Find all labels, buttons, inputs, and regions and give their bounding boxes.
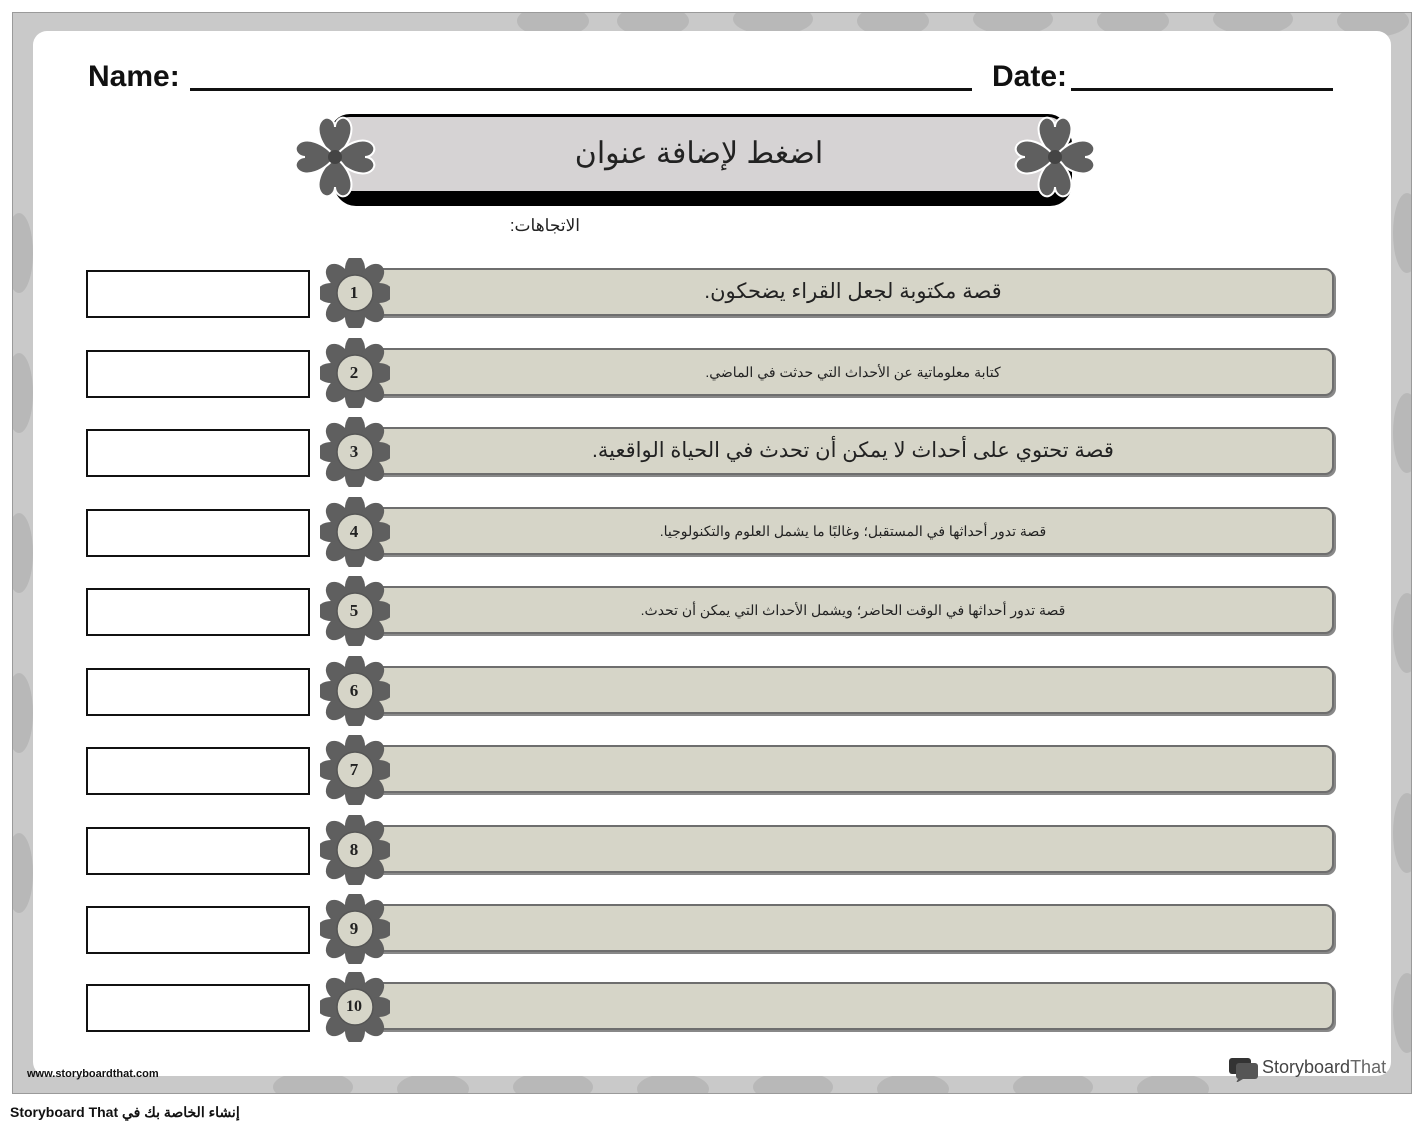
name-label: Name:	[88, 60, 180, 93]
directions-label: الاتجاهات:	[509, 216, 580, 235]
description-text: كتابة معلوماتية عن الأحداث التي حدثت في الماضي.	[705, 364, 1001, 380]
list-item	[0, 497, 1425, 567]
brand-name-part1: Storyboard	[1262, 1057, 1351, 1077]
answer-box[interactable]	[86, 588, 310, 636]
description-text	[372, 825, 1334, 873]
list-item	[0, 735, 1425, 805]
name-underline[interactable]	[190, 88, 972, 91]
answer-box[interactable]	[86, 906, 310, 954]
answer-box[interactable]	[86, 509, 310, 557]
worksheet-title[interactable]: اضغط لإضافة عنوان	[574, 137, 824, 170]
row-number: 9	[349, 919, 359, 938]
brand-name-part2: That	[1350, 1057, 1387, 1077]
row-number: 3	[349, 442, 359, 461]
row-number: 1	[349, 283, 359, 302]
row-number: 2	[349, 363, 359, 382]
date-label: Date:	[992, 60, 1068, 93]
answer-box[interactable]	[86, 270, 310, 318]
description-text	[372, 666, 1334, 714]
list-item	[0, 258, 1425, 328]
storyboardthat-logo-icon	[1228, 1056, 1262, 1082]
description-text: قصة تدور أحداثها في المستقبل؛ وغالبًا ما يشمل العلوم والتكنولوجيا.	[659, 523, 1047, 539]
list-item	[0, 656, 1425, 726]
storyboardthat-brand	[1262, 1057, 1386, 1078]
answer-box[interactable]	[86, 984, 310, 1032]
title-banner[interactable]	[330, 114, 1072, 206]
list-item	[0, 894, 1425, 964]
right-heart-flower-icon	[1010, 112, 1100, 202]
description-text: قصة تحتوي على أحداث لا يمكن أن تحدث في الحياة الواقعية.	[592, 439, 1114, 462]
row-number: 8	[349, 840, 359, 859]
left-heart-flower-icon	[290, 112, 380, 202]
row-number: 7	[349, 760, 359, 779]
description-text	[372, 982, 1334, 1030]
answer-box[interactable]	[86, 827, 310, 875]
date-underline[interactable]	[1071, 88, 1333, 91]
list-item	[0, 338, 1425, 408]
list-item	[0, 815, 1425, 885]
answer-box[interactable]	[86, 350, 310, 398]
list-item	[0, 576, 1425, 646]
footer-url[interactable]: www.storyboardthat.com	[27, 1068, 159, 1080]
row-number: 10	[346, 998, 362, 1015]
description-text	[372, 904, 1334, 952]
row-number: 6	[349, 681, 359, 700]
bottom-caption[interactable]: إنشاء الخاصة بك في Storyboard That	[10, 1104, 240, 1120]
list-item	[0, 417, 1425, 487]
row-number: 5	[349, 601, 359, 620]
answer-box[interactable]	[86, 747, 310, 795]
answer-box[interactable]	[86, 429, 310, 477]
answer-box[interactable]	[86, 668, 310, 716]
description-text: قصة تدور أحداثها في الوقت الحاضر؛ ويشمل الأحداث التي يمكن أن تحدث.	[640, 602, 1066, 618]
description-text	[372, 745, 1334, 793]
row-number: 4	[349, 522, 359, 541]
list-item	[0, 972, 1425, 1042]
description-text: قصة مكتوبة لجعل القراء يضحكون.	[704, 280, 1002, 303]
